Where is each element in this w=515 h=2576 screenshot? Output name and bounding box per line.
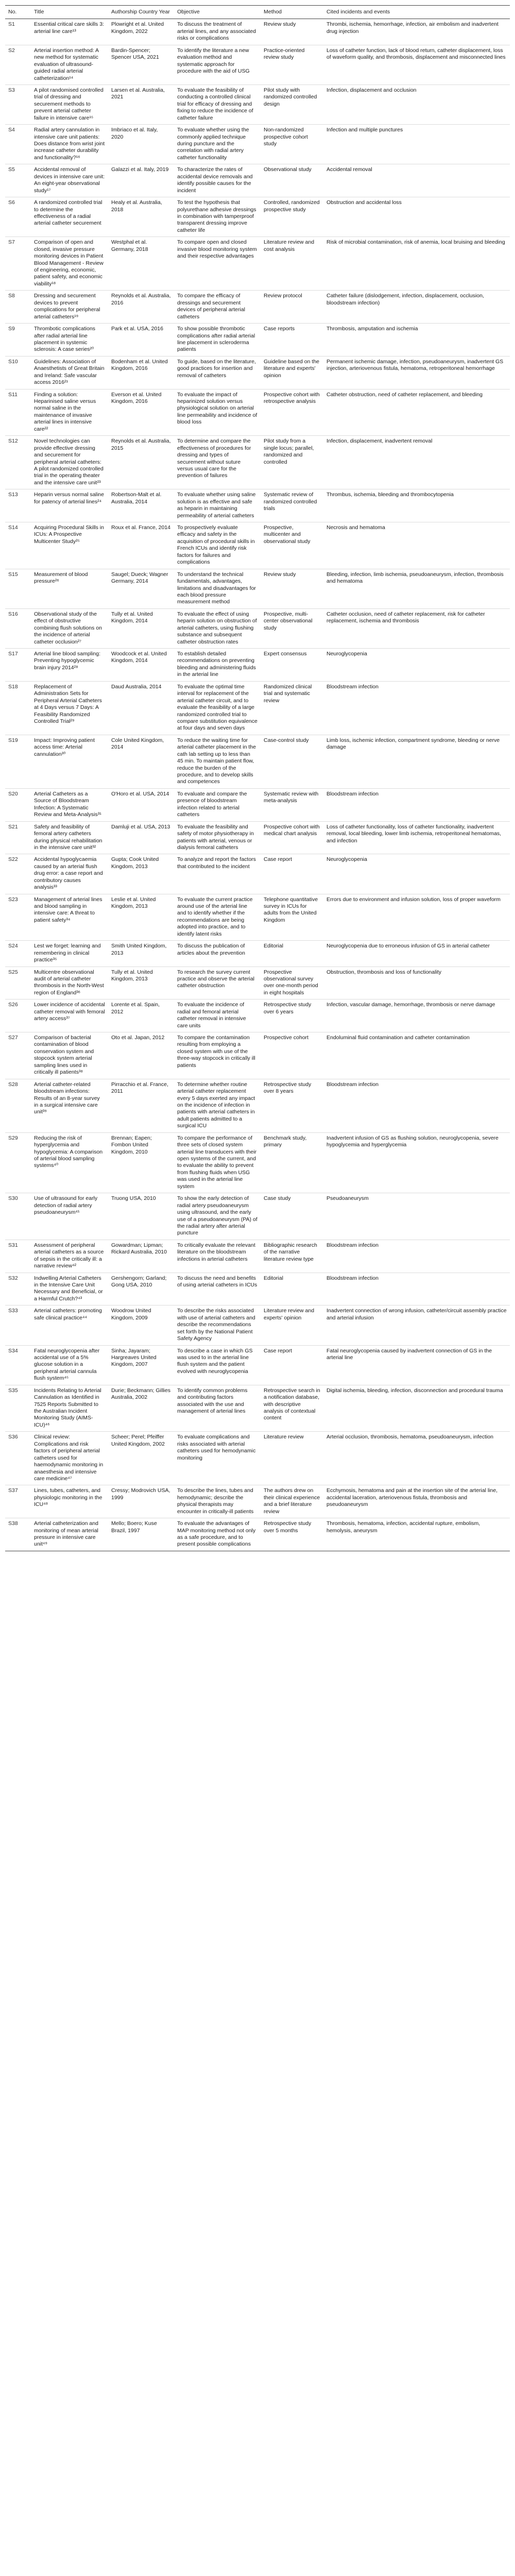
cell-objective: To evaluate the feasibility and safety of motor physiotherapy in patients with arterial, venous or dialysis femoral catheters: [174, 821, 261, 854]
cell-cited: Infection, displacement, inadvertent removal: [323, 436, 510, 489]
cell-authorship: Roux et al. France, 2014: [108, 522, 174, 569]
cell-title: Accidental removal of devices in intensive care unit: An eight-year observational study¹⁷: [31, 164, 108, 197]
cell-method: Non-randomized prospective cohort study: [261, 125, 323, 164]
cell-objective: To evaluate the current practice around use of the arterial line and to identify whether if the recommendations are being adopted into practice, and to identify latent risks: [174, 894, 261, 941]
cell-authorship: Imbriaco et al. Italy, 2020: [108, 125, 174, 164]
cell-cited: Pseudoaneurysm: [323, 1193, 510, 1240]
cell-objective: To identify common problems and contributing factors associated with the use and management of arterial lines: [174, 1385, 261, 1432]
cell-authorship: Lorente et al. Spain, 2012: [108, 999, 174, 1032]
table-row: [5, 1518, 510, 1551]
cell-authorship: Bardin-Spencer; Spencer USA, 2021: [108, 45, 174, 84]
cell-title: Arterial insertion method: A new method for systematic evaluation of ultrasound-guided radial arterial catheterization¹⁴: [31, 45, 108, 84]
cell-title: A pilot randomised controlled trial of dressing and securement methods to prevent arterial catheter failure in intensive care¹⁵: [31, 84, 108, 124]
cell-method: Observational study: [261, 164, 323, 197]
cell-authorship: Galazzi et al. Italy, 2019: [108, 164, 174, 197]
cell-objective: To describe the risks associated with use of arterial catheters and describe the recommendations set forth by the National Patient Safety Agency: [174, 1306, 261, 1345]
cell-objective: To evaluate complications and risks associated with arterial catheters used for hemodynamic monitoring: [174, 1432, 261, 1485]
cell-method: Prospective observational survey over one-month period in eight hospitals: [261, 967, 323, 999]
cell-no: S36: [5, 1432, 31, 1485]
cell-cited: Endoluminal fluid contamination and catheter contamination: [323, 1032, 510, 1079]
cell-title: Guidelines: Association of Anaesthetists of Great Britain and Ireland: Safe vascular access 2016²¹: [31, 356, 108, 389]
cell-method: Review study: [261, 569, 323, 608]
table-row: [5, 197, 510, 237]
cell-objective: To compare open and closed invasive blood monitoring system and their respective advantages: [174, 237, 261, 291]
cell-title: Observational study of the effect of obstructive combining flush solutions on the incidence of arterial catheter occlusion²⁷: [31, 608, 108, 648]
cell-no: S23: [5, 894, 31, 941]
cell-method: Case-control study: [261, 735, 323, 788]
cell-no: S25: [5, 967, 31, 999]
cell-method: Case report: [261, 1345, 323, 1385]
cell-method: Literature review: [261, 1432, 323, 1485]
cell-title: Reducing the risk of hyperglycemia and hypoglycemia: A comparison of arterial blood sampling systems⁴⁰: [31, 1132, 108, 1193]
cell-no: S13: [5, 489, 31, 522]
table-row: [5, 1485, 510, 1518]
table-row: [5, 1193, 510, 1240]
cell-cited: Bloodstream infection: [323, 1079, 510, 1132]
cell-authorship: Oto et al. Japan, 2012: [108, 1032, 174, 1079]
cell-cited: Obstruction and accidental loss: [323, 197, 510, 237]
table-row: [5, 522, 510, 569]
cell-objective: To evaluate and compare the presence of bloodstream infection related to arterial catheters: [174, 788, 261, 821]
cell-title: Finding a solution: Heparinised saline versus normal saline in the maintenance of invasive arterial lines in intensive care²²: [31, 389, 108, 436]
cell-authorship: Tully et al. United Kingdom, 2014: [108, 608, 174, 648]
cell-method: Retrospective study over 8 years: [261, 1079, 323, 1132]
cell-no: S11: [5, 389, 31, 436]
cell-no: S30: [5, 1193, 31, 1240]
table-row: [5, 854, 510, 894]
cell-title: Multicentre observational audit of arterial catheter thrombosis in the North-West region of England³⁶: [31, 967, 108, 999]
cell-cited: Loss of catheter function, lack of blood return, catheter displacement, loss of waveform quality, and thrombosis, displacement and misconnected lines: [323, 45, 510, 84]
cell-method: Systematic review with meta-analysis: [261, 788, 323, 821]
cell-objective: To compare the efficacy of dressings and securement devices of peripheral arterial catheters: [174, 291, 261, 324]
table-row: [5, 608, 510, 648]
cell-title: Radial artery cannulation in intensive care unit patients: Does distance from wrist joint increase catheter durability and functionality?¹⁶: [31, 125, 108, 164]
cell-no: S19: [5, 735, 31, 788]
cell-cited: Inadvertent connection of wrong infusion, catheter/circuit assembly practice and arterial infusion: [323, 1306, 510, 1345]
cell-no: S15: [5, 569, 31, 608]
table-row: [5, 1132, 510, 1193]
table-row: [5, 821, 510, 854]
cell-method: Practice-oriented review study: [261, 45, 323, 84]
cell-cited: Neuroglycopenia due to erroneous infusion of GS in arterial catheter: [323, 941, 510, 967]
cell-objective: To evaluate the feasibility of conducting a controlled clinical trial for efficacy of dressing and fixing to reduce the incidence of catheter failure: [174, 84, 261, 124]
table-row: [5, 999, 510, 1032]
cell-title: Lower incidence of accidental catheter removal with femoral artery access³⁷: [31, 999, 108, 1032]
cell-method: Prospective cohort with retrospective analysis: [261, 389, 323, 436]
cell-cited: Limb loss, ischemic infection, compartment syndrome, bleeding or nerve damage: [323, 735, 510, 788]
table-row: [5, 1345, 510, 1385]
cell-cited: Thrombosis, hematoma, infection, accidental rupture, embolism, hemolysis, aneurysm: [323, 1518, 510, 1551]
table-row: [5, 894, 510, 941]
cell-authorship: Scheer; Perel; Pfeiffer United Kingdom, 2002: [108, 1432, 174, 1485]
cell-no: S33: [5, 1306, 31, 1345]
header-row: [5, 6, 510, 19]
cell-method: Pilot study from a single locus; parallel, randomized and controlled: [261, 436, 323, 489]
cell-no: S14: [5, 522, 31, 569]
cell-method: Benchmark study, primary: [261, 1132, 323, 1193]
cell-method: Case report: [261, 854, 323, 894]
cell-cited: Bleeding, infection, limb ischemia, pseudoaneurysm, infection, thrombosis and hematoma: [323, 569, 510, 608]
table-row: [5, 125, 510, 164]
cell-title: Heparin versus normal saline for patency of arterial lines²⁴: [31, 489, 108, 522]
cell-cited: Catheter obstruction, need of catheter replacement, and bleeding: [323, 389, 510, 436]
cell-title: Thrombotic complications after radial arterial line placement in systemic sclerosis: A case series²⁰: [31, 324, 108, 357]
cell-title: Replacement of Administration Sets for Peripheral Arterial Catheters at 4 Days versus 7 Days: A Feasibility Randomized Controlled Trial²⁹: [31, 681, 108, 735]
cell-method: Controlled, randomized prospective study: [261, 197, 323, 237]
cell-method: Literature review and experts' opinion: [261, 1306, 323, 1345]
cell-no: S35: [5, 1385, 31, 1432]
cell-objective: To discuss the need and benefits of using arterial catheters in ICUs: [174, 1273, 261, 1306]
cell-authorship: Bodenham et al. United Kingdom, 2016: [108, 356, 174, 389]
cell-method: Prospective, multicenter and observational study: [261, 522, 323, 569]
cell-cited: Digital ischemia, bleeding, infection, disconnection and procedural trauma: [323, 1385, 510, 1432]
header-no: No.: [5, 6, 31, 19]
table-header: [5, 6, 510, 19]
table-row: [5, 84, 510, 124]
cell-authorship: Robertson-Malt et al. Australia, 2014: [108, 489, 174, 522]
cell-objective: To evaluate the incidence of radial and femoral arterial catheter removal in intensive care units: [174, 999, 261, 1032]
cell-cited: Necrosis and hematoma: [323, 522, 510, 569]
cell-authorship: Gershengorn; Garland; Gong USA, 2010: [108, 1273, 174, 1306]
cell-title: Arterial catheterization and monitoring of mean arterial pressure in intensive care unit⁴⁹: [31, 1518, 108, 1551]
cell-no: S34: [5, 1345, 31, 1385]
cell-method: Literature review and cost analysis: [261, 237, 323, 291]
cell-method: Retrospective search in a notification database, with descriptive analysis of contextual content: [261, 1385, 323, 1432]
table-row: [5, 324, 510, 357]
cell-title: Novel technologies can provide effective dressing and securement for peripheral arterial catheters: A pilot randomized controlled trial in the operating theater and the intensive care unit²³: [31, 436, 108, 489]
cell-authorship: Plowright et al. United Kingdom, 2022: [108, 19, 174, 45]
cell-method: Retrospective study over 6 years: [261, 999, 323, 1032]
cell-method: Bibliographic research of the narrative literature review type: [261, 1240, 323, 1273]
table-row: [5, 1306, 510, 1345]
cell-authorship: Brennan; Eapen; Fombon United Kingdom, 2010: [108, 1132, 174, 1193]
cell-method: Editorial: [261, 1273, 323, 1306]
cell-objective: To analyze and report the factors that contributed to the incident: [174, 854, 261, 894]
cell-cited: Arterial occlusion, thrombosis, hematoma, pseudoaneurysm, infection: [323, 1432, 510, 1485]
cell-title: Incidents Relating to Arterial Cannulation as Identified in 7525 Reports Submitted to the Australian Incident Monitoring Study (AIMS-ICU)⁴⁶: [31, 1385, 108, 1432]
table-row: [5, 164, 510, 197]
cell-cited: Neuroglycopenia: [323, 649, 510, 682]
cell-authorship: Reynolds et al. Australia, 2016: [108, 291, 174, 324]
cell-objective: To show possible thrombotic complications after radial arterial line placement in scleroderma patients: [174, 324, 261, 357]
table-row: [5, 291, 510, 324]
cell-title: Essential critical care skills 3: arterial line care¹³: [31, 19, 108, 45]
cell-objective: To critically evaluate the relevant literature on the bloodstream infections in arterial catheters: [174, 1240, 261, 1273]
cell-title: Management of arterial lines and blood sampling in intensive care: A threat to patient safety³⁴: [31, 894, 108, 941]
cell-cited: Inadvertent infusion of GS as flushing solution, neuroglycopenia, severe hypoglycemia and hyperglycemia: [323, 1132, 510, 1193]
cell-cited: Errors due to environment and infusion solution, loss of proper waveform: [323, 894, 510, 941]
cell-no: S1: [5, 19, 31, 45]
cell-method: Telephone quantitative survey in ICUs for adults from the United Kingdom: [261, 894, 323, 941]
cell-authorship: Reynolds et al. Australia, 2015: [108, 436, 174, 489]
cell-no: S28: [5, 1079, 31, 1132]
table-row: [5, 489, 510, 522]
table-row: [5, 436, 510, 489]
cell-no: S4: [5, 125, 31, 164]
cell-title: Impact: Improving patient access time: Arterial cannulation³⁰: [31, 735, 108, 788]
cell-authorship: Westphal et al. Germany, 2018: [108, 237, 174, 291]
cell-title: A randomized controlled trial to determine the effectiveness of a radial arterial catheter securement: [31, 197, 108, 237]
cell-objective: To discuss the treatment of arterial lines, and any associated risks or complications: [174, 19, 261, 45]
cell-title: Arterial catheter-related bloodstream infections: Results of an 8-year survey in a surgical intensive care unit³⁹: [31, 1079, 108, 1132]
cell-method: Editorial: [261, 941, 323, 967]
cell-objective: To compare the performance of three sets of closed system arterial line transducers with their open systems of the current, and to evaluate the ability to prevent from flushing fluids when USG was used in the arterial line system: [174, 1132, 261, 1193]
table-row: [5, 967, 510, 999]
cell-no: S3: [5, 84, 31, 124]
cell-objective: To evaluate the effect of using heparin solution on obstruction of arterial catheters, using flushing substance and subsequent catheter obstruction rates: [174, 608, 261, 648]
table-row: [5, 1273, 510, 1306]
cell-title: Use of ultrasound for early detection of radial artery pseudoaneurysm⁴¹: [31, 1193, 108, 1240]
cell-objective: To guide, based on the literature, good practices for insertion and removal of catheters: [174, 356, 261, 389]
cell-objective: To evaluate the advantages of MAP monitoring method not only as a safe procedure, and to present possible complications: [174, 1518, 261, 1551]
table-row: [5, 681, 510, 735]
cell-authorship: Damluji et al. USA, 2013: [108, 821, 174, 854]
cell-no: S8: [5, 291, 31, 324]
cell-title: Comparison of open and closed, invasive pressure monitoring devices in Patient Blood Management - Review of engineering, economic, patient safety, and economic viability¹⁸: [31, 237, 108, 291]
cell-cited: Thrombus, ischemia, bleeding and thrombocytopenia: [323, 489, 510, 522]
cell-no: S29: [5, 1132, 31, 1193]
header-method: Method: [261, 6, 323, 19]
cell-cited: Ecchymosis, hematoma and pain at the insertion site of the arterial line, accidental laceration, arteriovenous fistula, thrombosis and pseudoaneurysm: [323, 1485, 510, 1518]
cell-no: S16: [5, 608, 31, 648]
cell-cited: Bloodstream infection: [323, 1240, 510, 1273]
cell-title: Clinical review: Complications and risk factors of peripheral arterial catheters used for haemodynamic monitoring in anaesthesia and intensive care medicine⁴⁷: [31, 1432, 108, 1485]
cell-cited: Loss of catheter functionality, loss of catheter functionality, inadvertent removal, local bleeding, lower limb ischemia, retroperitoneal hematomas, and infection: [323, 821, 510, 854]
cell-authorship: Saugel; Dueck; Wagner Germany, 2014: [108, 569, 174, 608]
table-row: [5, 649, 510, 682]
cell-no: S18: [5, 681, 31, 735]
table-row: [5, 941, 510, 967]
cell-cited: Infection, displacement and occlusion: [323, 84, 510, 124]
cell-method: Systematic review of randomized controlled trials: [261, 489, 323, 522]
cell-authorship: Woodcock et al. United Kingdom, 2014: [108, 649, 174, 682]
cell-authorship: O'Horo et al. USA, 2014: [108, 788, 174, 821]
cell-method: Prospective cohort with medical chart analysis: [261, 821, 323, 854]
cell-method: The authors drew on their clinical experience and a brief literature review: [261, 1485, 323, 1518]
cell-objective: To evaluate the impact of heparinized solution versus physiological solution on arterial line permeability and incidence of blood loss: [174, 389, 261, 436]
cell-objective: To determine whether routine arterial catheter replacement every 5 days exerted any impact on the incidence of infection in patients with arterial catheters in adult patients admitted to a surgical ICU: [174, 1079, 261, 1132]
table-row: [5, 356, 510, 389]
cell-objective: To establish detailed recommendations on preventing bleeding and administering fluids in the arterial line: [174, 649, 261, 682]
header-cited: Cited incidents and events: [323, 6, 510, 19]
cell-cited: Fatal neuroglycopenia caused by inadvertent connection of GS in the arterial line: [323, 1345, 510, 1385]
cell-cited: Infection, vascular damage, hemorrhage, thrombosis or nerve damage: [323, 999, 510, 1032]
cell-method: Case reports: [261, 324, 323, 357]
cell-objective: To show the early detection of radial artery pseudoaneurysm using ultrasound, and the early use of a pseudoaneurysm (PA) of the radial artery after arterial puncture: [174, 1193, 261, 1240]
table-row: [5, 1432, 510, 1485]
cell-cited: Catheter failure (dislodgement, infection, displacement, occlusion, bloodstream infection): [323, 291, 510, 324]
cell-no: S10: [5, 356, 31, 389]
cell-method: Review study: [261, 19, 323, 45]
cell-authorship: Gupta; Cook United Kingdom, 2013: [108, 854, 174, 894]
table-row: [5, 19, 510, 45]
cell-no: S7: [5, 237, 31, 291]
cell-title: Fatal neuroglycopenia after accidental use of a 5% glucose solution in a peripheral arterial cannula flush system⁴⁵: [31, 1345, 108, 1385]
cell-authorship: Cressy; Modrovich USA, 1999: [108, 1485, 174, 1518]
cell-objective: To determine and compare the effectiveness of procedures for dressing and types of securement without suture versus usual care for the prevention of failures: [174, 436, 261, 489]
cell-no: S24: [5, 941, 31, 967]
cell-title: Arterial Catheters as a Source of Bloodstream Infection: A Systematic Review and Meta-Analysis³¹: [31, 788, 108, 821]
cell-no: S6: [5, 197, 31, 237]
table-row: [5, 1385, 510, 1432]
table-row: [5, 1079, 510, 1132]
table-row: [5, 788, 510, 821]
cell-cited: Thrombosis, amputation and ischemia: [323, 324, 510, 357]
cell-title: Dressing and securement devices to prevent complications for peripheral arterial catheters¹⁹: [31, 291, 108, 324]
cell-cited: Catheter occlusion, need of catheter replacement, risk for catheter replacement, ischemia and thrombosis: [323, 608, 510, 648]
table-row: [5, 1032, 510, 1079]
cell-objective: To characterize the rates of accidental device removals and identify possible causes for the incident: [174, 164, 261, 197]
header-title: Title: [31, 6, 108, 19]
cell-title: Measurement of blood pressure²⁶: [31, 569, 108, 608]
cell-objective: To research the survey current practice and observe the arterial catheter obstruction: [174, 967, 261, 999]
cell-objective: To reduce the waiting time for arterial catheter placement in the cath lab setting up to less than 45 min. To maintain patient flow, reduce the burden of the procedure, and to develop skills and competences: [174, 735, 261, 788]
cell-authorship: Durie; Beckmann; Gillies Australia, 2002: [108, 1385, 174, 1432]
cell-cited: Thrombi, ischemia, hemorrhage, infection, air embolism and inadvertent drug injection: [323, 19, 510, 45]
cell-title: Acquiring Procedural Skills in ICUs: A Prospective Multicenter Study²⁵: [31, 522, 108, 569]
cell-title: Arterial catheters: promoting safe clinical practice⁴⁴: [31, 1306, 108, 1345]
literature-table: [5, 5, 510, 1551]
cell-authorship: Larsen et al. Australia, 2021: [108, 84, 174, 124]
cell-title: Accidental hypoglycaemia caused by an arterial flush drug error: a case report and contributory causes analysis³³: [31, 854, 108, 894]
cell-no: S22: [5, 854, 31, 894]
cell-authorship: Daud Australia, 2014: [108, 681, 174, 735]
cell-authorship: Healy et al. Australia, 2018: [108, 197, 174, 237]
header-authorship: Authorship Country Year: [108, 6, 174, 19]
cell-authorship: Woodrow United Kingdom, 2009: [108, 1306, 174, 1345]
cell-cited: Obstruction, thrombosis and loss of functionality: [323, 967, 510, 999]
cell-authorship: Park et al. USA, 2016: [108, 324, 174, 357]
cell-objective: To prospectively evaluate efficacy and safety in the acquisition of procedural skills in French ICUs and identify risk factors for failures and complications: [174, 522, 261, 569]
cell-authorship: Pirracchio et al. France, 2011: [108, 1079, 174, 1132]
cell-no: S2: [5, 45, 31, 84]
cell-no: S5: [5, 164, 31, 197]
cell-no: S12: [5, 436, 31, 489]
cell-authorship: Gowardman; Lipman; Rickard Australia, 2010: [108, 1240, 174, 1273]
cell-authorship: Leslie et al. United Kingdom, 2013: [108, 894, 174, 941]
cell-objective: To evaluate the optimal time interval for replacement of the arterial catheter circuit, and to evaluate the feasibility of a large randomized controlled trial to compare substitution equivalence at four days and seven days: [174, 681, 261, 735]
cell-objective: To identify the literature a new evaluation method and systematic approach for procedure with the aid of USG: [174, 45, 261, 84]
table-row: [5, 237, 510, 291]
cell-no: S17: [5, 649, 31, 682]
cell-title: Lest we forget: learning and remembering in clinical practice³⁵: [31, 941, 108, 967]
cell-objective: To evaluate whether using saline solution is as effective and safe as heparin in maintaining permeability of arterial catheters: [174, 489, 261, 522]
cell-title: Assessment of peripheral arterial catheters as a source of sepsis in the critically ill: a narrative review⁴²: [31, 1240, 108, 1273]
cell-cited: Accidental removal: [323, 164, 510, 197]
cell-authorship: Tully et al. United Kingdom, 2013: [108, 967, 174, 999]
cell-objective: To describe the lines, tubes and hemodynamic; describe the physical therapists may encounter in critically-ill patients: [174, 1485, 261, 1518]
cell-no: S31: [5, 1240, 31, 1273]
cell-cited: Bloodstream infection: [323, 788, 510, 821]
table-row: [5, 569, 510, 608]
cell-method: Randomized clinical trial and systematic review: [261, 681, 323, 735]
cell-authorship: Cole United Kingdom, 2014: [108, 735, 174, 788]
cell-title: Comparison of bacterial contamination of blood conservation system and stopcock system arterial sampling lines used in critically ill patients³⁸: [31, 1032, 108, 1079]
cell-cited: Neuroglycopenia: [323, 854, 510, 894]
cell-authorship: Everson et al. United Kingdom, 2016: [108, 389, 174, 436]
cell-authorship: Truong USA, 2010: [108, 1193, 174, 1240]
header-objective: Objective: [174, 6, 261, 19]
cell-no: S21: [5, 821, 31, 854]
cell-method: Prospective cohort: [261, 1032, 323, 1079]
cell-authorship: Mello; Boero; Kuse Brazil, 1997: [108, 1518, 174, 1551]
cell-method: Guideline based on the literature and experts' opinion: [261, 356, 323, 389]
cell-authorship: Smith United Kingdom, 2013: [108, 941, 174, 967]
cell-no: S20: [5, 788, 31, 821]
table-row: [5, 389, 510, 436]
cell-method: Retrospective study over 5 months: [261, 1518, 323, 1551]
cell-authorship: Sinha; Jayaram; Hargreaves United Kingdom, 2007: [108, 1345, 174, 1385]
cell-objective: To describe a case in which GS was used to in the arterial line flush system and the patient evolved with neuroglycopenia: [174, 1345, 261, 1385]
cell-method: Prospective, multi-center observational study: [261, 608, 323, 648]
table-row: [5, 1240, 510, 1273]
cell-title: Safety and feasibility of femoral artery catheters during physical rehabilitation in the intensive care unit³²: [31, 821, 108, 854]
cell-no: S37: [5, 1485, 31, 1518]
cell-method: Pilot study with randomized controlled design: [261, 84, 323, 124]
cell-cited: Bloodstream infection: [323, 1273, 510, 1306]
cell-no: S38: [5, 1518, 31, 1551]
cell-method: Case study: [261, 1193, 323, 1240]
cell-title: Indwelling Arterial Catheters in the Intensive Care Unit Necessary and Beneficial, or a Harmful Crutch?⁴³: [31, 1273, 108, 1306]
cell-objective: To discuss the publication of articles about the prevention: [174, 941, 261, 967]
cell-cited: Bloodstream infection: [323, 681, 510, 735]
cell-no: S27: [5, 1032, 31, 1079]
cell-objective: To understand the technical fundamentals, advantages, limitations and disadvantages for each blood pressure measurement method: [174, 569, 261, 608]
cell-cited: Infection and multiple punctures: [323, 125, 510, 164]
cell-objective: To compare the contamination resulting from employing a closed system with use of the three-way stopcock in critically ill patients: [174, 1032, 261, 1079]
cell-method: Expert consensus: [261, 649, 323, 682]
table-row: [5, 735, 510, 788]
cell-title: Arterial line blood sampling: Preventing hypoglycemic brain injury 2014²⁸: [31, 649, 108, 682]
cell-title: Lines, tubes, catheters, and physiologic monitoring in the ICU⁴⁸: [31, 1485, 108, 1518]
cell-objective: To test the hypothesis that polyurethane adhesive dressings in combination with tamperproof transparent dressing improve catheter life: [174, 197, 261, 237]
cell-no: S9: [5, 324, 31, 357]
cell-no: S32: [5, 1273, 31, 1306]
cell-method: Review protocol: [261, 291, 323, 324]
cell-cited: Permanent ischemic damage, infection, pseudoaneurysm, inadvertent GS injection, arteriovenous fistula, hematoma, retroperitoneal hemorrhage: [323, 356, 510, 389]
table-row: [5, 45, 510, 84]
cell-objective: To evaluate whether using the commonly applied technique during puncture and the correlation with radial artery catheter functionality: [174, 125, 261, 164]
cell-cited: Risk of microbial contamination, risk of anemia, local bruising and bleeding: [323, 237, 510, 291]
cell-no: S26: [5, 999, 31, 1032]
table-body: [5, 19, 510, 1551]
